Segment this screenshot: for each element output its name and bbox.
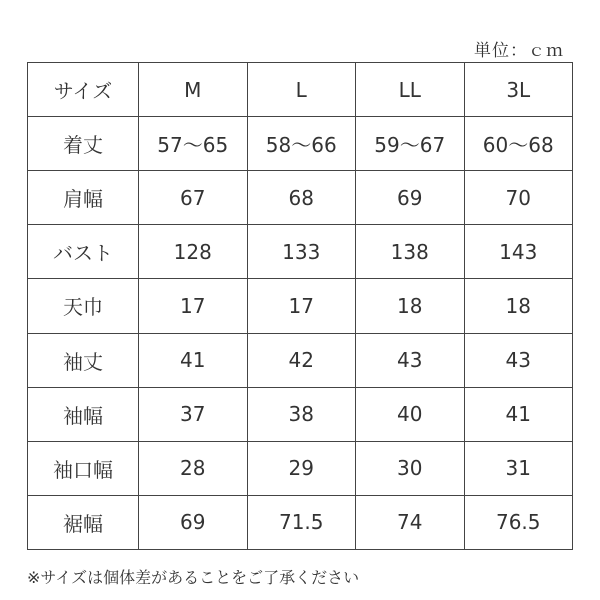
cell: 70 — [464, 171, 573, 225]
cell: 60〜68 — [464, 117, 573, 171]
cell: 133 — [247, 225, 356, 279]
cell: 58〜66 — [247, 117, 356, 171]
cell: 28 — [139, 441, 248, 495]
cell: 43 — [356, 333, 465, 387]
cell: 18 — [464, 279, 573, 333]
cell: 41 — [464, 387, 573, 441]
size-chart-table — [27, 62, 573, 550]
cell: 43 — [464, 333, 573, 387]
table-row — [28, 495, 573, 549]
row-label: 肩幅 — [28, 171, 139, 225]
cell: 31 — [464, 441, 573, 495]
cell: 18 — [356, 279, 465, 333]
row-label: バスト — [28, 225, 139, 279]
row-label: 天巾 — [28, 279, 139, 333]
table-row — [28, 279, 573, 333]
cell: 42 — [247, 333, 356, 387]
cell: 30 — [356, 441, 465, 495]
cell: 37 — [139, 387, 248, 441]
cell: 40 — [356, 387, 465, 441]
cell: 41 — [139, 333, 248, 387]
cell: 29 — [247, 441, 356, 495]
row-label: 袖口幅 — [28, 441, 139, 495]
table-row — [28, 117, 573, 171]
cell: 143 — [464, 225, 573, 279]
cell: 67 — [139, 171, 248, 225]
cell: 68 — [247, 171, 356, 225]
table-row — [28, 171, 573, 225]
table-row — [28, 441, 573, 495]
table-row — [28, 387, 573, 441]
unit-label: 単位：ｃｍ — [474, 41, 564, 61]
cell: 57〜65 — [139, 117, 248, 171]
size-note: ※サイズは個体差があることをご了承ください — [27, 568, 360, 587]
row-label: 袖丈 — [28, 333, 139, 387]
header-ll: LL — [356, 63, 465, 117]
cell: 69 — [139, 495, 248, 549]
header-size: サイズ — [28, 63, 139, 117]
cell: 76.5 — [464, 495, 573, 549]
table-row — [28, 333, 573, 387]
row-label: 着丈 — [28, 117, 139, 171]
cell: 71.5 — [247, 495, 356, 549]
cell: 138 — [356, 225, 465, 279]
cell: 38 — [247, 387, 356, 441]
header-3l: 3L — [464, 63, 573, 117]
cell: 17 — [139, 279, 248, 333]
cell: 69 — [356, 171, 465, 225]
header-m: M — [139, 63, 248, 117]
cell: 74 — [356, 495, 465, 549]
table-row — [28, 225, 573, 279]
cell: 59〜67 — [356, 117, 465, 171]
cell: 128 — [139, 225, 248, 279]
row-label: 裾幅 — [28, 495, 139, 549]
cell: 17 — [247, 279, 356, 333]
table-header-row — [28, 63, 573, 117]
header-l: L — [247, 63, 356, 117]
row-label: 袖幅 — [28, 387, 139, 441]
